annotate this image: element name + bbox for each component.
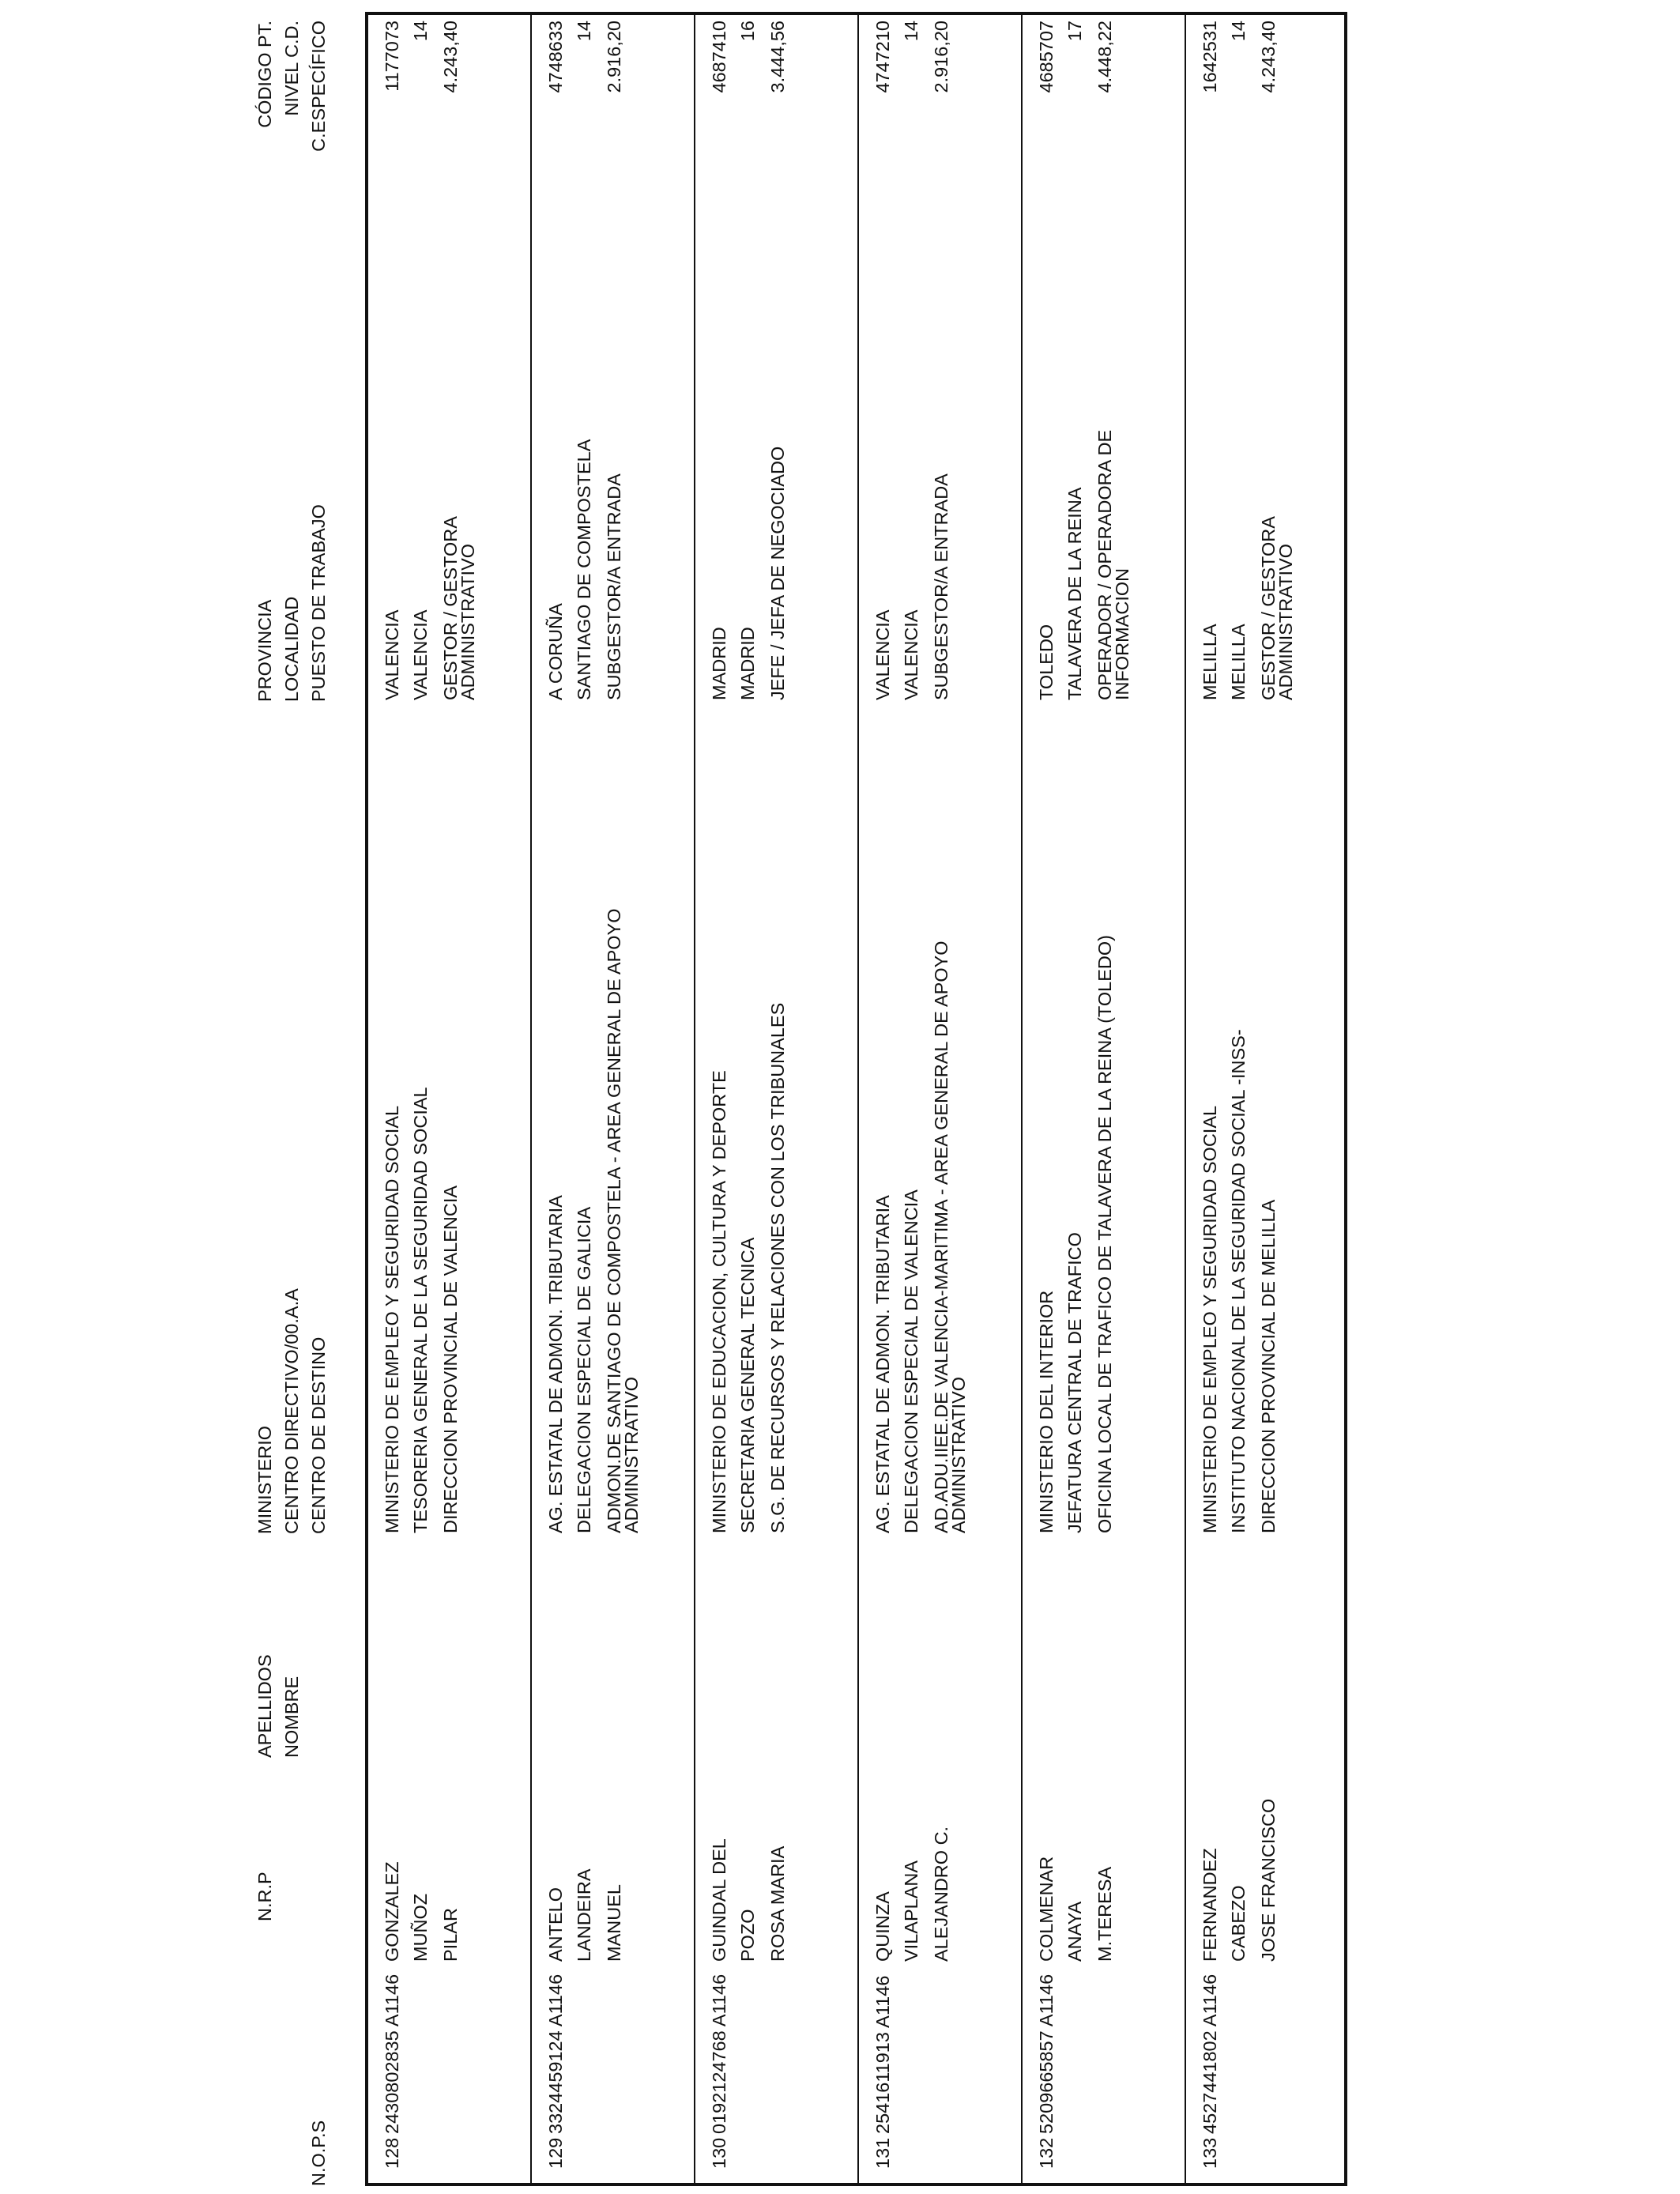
record-row [532,15,695,2183]
localidad-value: TALAVERA DE LA REINA [1064,487,1085,700]
apellido-2: LANDEIRA [574,1868,594,1962]
header-apellidos [251,1654,305,1758]
provincia-value: TOLEDO [1036,624,1057,700]
nivel-cd-value: 14 [574,21,594,42]
header-apellidos-line: APELLIDOS [254,1654,275,1758]
especifico-value: 4.243,40 [440,21,461,93]
centro-destino-cont: ADMINISTRATIVO [948,1376,969,1533]
localidad-value: MADRID [737,627,758,700]
ministerio-value: AG. ESTATAL DE ADMON. TRIBUTARIA [872,1195,893,1533]
provincia-value: A CORUÑA [545,603,566,700]
nops-value: 130 [709,2137,729,2169]
especifico-value: 2.916,20 [604,21,624,93]
provincia-value: MELILLA [1200,624,1220,700]
apellido-1: COLMENAR [1036,1856,1057,1962]
header-codigo-line: CÓDIGO PT. [254,21,275,128]
header-nops-label: N.O.P.S [308,2120,329,2186]
provincia-value: VALENCIA [872,609,893,700]
nivel-cd-value: 17 [1064,21,1085,42]
especifico-value: 2.916,20 [931,21,951,93]
record-row [859,15,1023,2183]
puesto-value: SUBGESTOR/A ENTRADA [604,473,624,700]
nrp-value: 2541611913 A1146 [872,1975,893,2134]
record-row [695,15,859,2183]
centro-directivo-value: DELEGACION ESPECIAL DE VALENCIA [901,1189,921,1533]
apellido-2: MUÑOZ [410,1893,431,1962]
centro-destino-value: ADMON.DE SANTIAGO DE COMPOSTELA - AREA GENERAL DE APOYO [604,908,624,1533]
centro-directivo-value: TESORERIA GENERAL DE LA SEGURIDAD SOCIAL [410,1087,431,1533]
centro-directivo-value: INSTITUTO NACIONAL DE LA SEGURIDAD SOCIAL -INSS- [1228,1029,1249,1533]
ministerio-value: MINISTERIO DE EMPLEO Y SEGURIDAD SOCIAL [1200,1105,1220,1533]
puesto-value: GESTOR / GESTORA [1258,516,1279,700]
centro-destino-value: S.G. DE RECURSOS Y RELACIONES CON LOS TRIBUNALES [767,1002,788,1533]
header-puesto-line: PUESTO DE TRABAJO [308,504,329,702]
puesto-cont: ADMINISTRATIVO [1275,543,1296,700]
nombre: M.TERESA [1094,1866,1115,1962]
apellido-1: GUINDAL DEL [709,1838,729,1962]
nops-value: 132 [1036,2137,1057,2169]
header-especifico-line: C.ESPECÍFICO [308,21,329,152]
provincia-value: MADRID [709,627,729,700]
nops-value: 129 [545,2137,566,2169]
nrp-value: 0192124768 A1146 [709,1973,729,2134]
column-header-row [251,0,354,2194]
header-ministerio-line: MINISTERIO [254,1425,275,1534]
header-provincia-line: PROVINCIA [254,599,275,702]
nombre: JOSE FRANCISCO [1258,1798,1279,1962]
localidad-value: MELILLA [1228,624,1249,700]
apellido-1: QUINZA [872,1891,893,1962]
header-nivel-line: NIVEL C.D. [281,21,302,116]
centro-destino-value: AD.ADU.IIEE.DE VALENCIA-MARITIMA - AREA GENERAL DE APOYO [931,941,951,1533]
nops-value: 131 [872,2137,893,2169]
record-row [1023,15,1186,2183]
codigo-pt-value: 4687410 [709,21,729,93]
puesto-value: OPERADOR / OPERADORA DE [1094,429,1115,700]
codigo-pt-value: 4747210 [872,21,893,93]
apellido-2: VILAPLANA [901,1860,921,1962]
nops-value: 128 [382,2137,402,2169]
provincia-value: VALENCIA [382,609,402,700]
nivel-cd-value: 14 [410,21,431,42]
nombre: ROSA MARIA [767,1845,788,1962]
ministerio-value: MINISTERIO DE EMPLEO Y SEGURIDAD SOCIAL [382,1105,402,1533]
localidad-value: VALENCIA [410,609,431,700]
centro-destino-value: DIRECCION PROVINCIAL DE VALENCIA [440,1185,461,1533]
apellido-1: ANTELO [545,1887,566,1962]
centro-directivo-value: JEFATURA CENTRAL DE TRAFICO [1064,1232,1085,1533]
apellido-1: GONZALEZ [382,1861,402,1962]
localidad-value: SANTIAGO DE COMPOSTELA [574,439,594,700]
nrp-value: 5209665857 A1146 [1036,1973,1057,2134]
header-codigo [251,21,332,218]
centro-destino-value: OFICINA LOCAL DE TRAFICO DE TALAVERA DE LA REINA (TOLEDO) [1094,935,1115,1533]
nivel-cd-value: 14 [901,21,921,42]
centro-directivo-value: DELEGACION ESPECIAL DE GALICIA [574,1206,594,1533]
nivel-cd-value: 14 [1228,21,1249,42]
nombre: MANUEL [604,1884,624,1962]
nivel-cd-value: 16 [737,21,758,42]
nombre: ALEJANDRO C. [931,1826,951,1962]
apellido-2: ANAYA [1064,1901,1085,1962]
codigo-pt-value: 1177073 [382,21,402,92]
ministerio-value: MINISTERIO DE EDUCACION, CULTURA Y DEPORTE [709,1070,729,1533]
apellido-2: CABEZO [1228,1885,1249,1962]
centro-destino-value: DIRECCION PROVINCIAL DE MELILLA [1258,1199,1279,1533]
codigo-pt-value: 4685707 [1036,21,1057,93]
especifico-value: 4.243,40 [1258,21,1279,93]
puesto-cont: INFORMACION [1112,567,1132,700]
header-nrp-label: N.R.P [254,1872,275,1921]
ministerio-value: AG. ESTATAL DE ADMON. TRIBUTARIA [545,1195,566,1533]
apellido-2: POZO [737,1909,758,1962]
record-row [1186,15,1350,2183]
especifico-value: 4.448,22 [1094,21,1115,93]
apellido-1: FERNANDEZ [1200,1848,1220,1962]
codigo-pt-value: 4748633 [545,21,566,93]
record-row [368,15,532,2183]
puesto-cont: ADMINISTRATIVO [458,543,478,700]
nrp-value: 2430802835 A1146 [382,1973,402,2134]
nrp-value: 3324459124 A1146 [545,1973,566,2134]
ministerio-value: MINISTERIO DEL INTERIOR [1036,1290,1057,1533]
codigo-pt-value: 1642531 [1200,21,1220,93]
centro-destino-cont: ADMINISTRATIVO [621,1376,642,1533]
localidad-value: VALENCIA [901,609,921,700]
header-centro-destino-line: CENTRO DE DESTINO [308,1336,329,1534]
nombre: PILAR [440,1908,461,1962]
puesto-value: SUBGESTOR/A ENTRADA [931,473,951,700]
puesto-value: GESTOR / GESTORA [440,516,461,700]
header-nombre-line: NOMBRE [281,1676,302,1758]
header-localidad-line: LOCALIDAD [281,596,302,702]
header-ministerio [251,1288,332,1534]
header-centro-directivo-line: CENTRO DIRECTIVO/00.A.A [281,1288,302,1534]
puesto-value: JEFE / JEFA DE NEGOCIADO [767,446,788,700]
header-provincia [251,504,332,702]
records-table [365,12,1347,2186]
centro-directivo-value: SECRETARIA GENERAL TECNICA [737,1237,758,1533]
nrp-value: 4527441802 A1146 [1200,1973,1220,2134]
nops-value: 133 [1200,2137,1220,2169]
especifico-value: 3.444,56 [767,21,788,93]
